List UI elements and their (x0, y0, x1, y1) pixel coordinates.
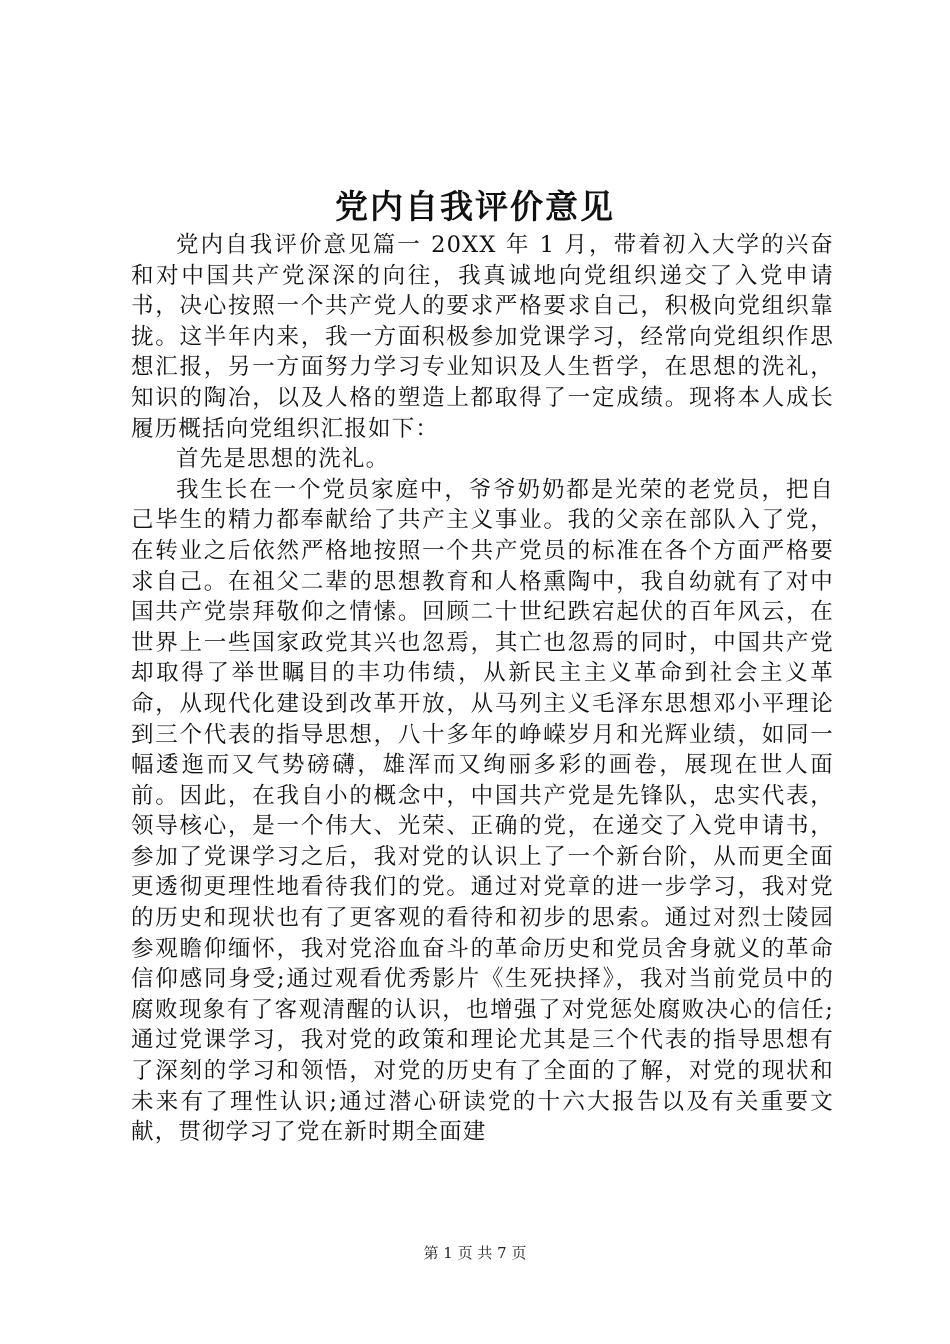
paragraph-intro: 党内自我评价意见篇一 20XX 年 1 月，带着初入大学的兴奋和对中国共产党深深的向往，我真诚地向党组织递交了入党申请书，决心按照一个共产党人的要求严格要求自己，积极向党组织靠拢。这半年内来，我一方面积极参加党课学习，经常向党组织作思想汇报，另一方面努力学习专业知识及人生哲学，在思想的洗礼，知识的陶冶，以及人格的塑造上都取得了一定成绩。现将本人成长履历概括向党组织汇报如下： (131, 232, 834, 442)
document-body (131, 230, 834, 1148)
page-number-footer: 第 1 页 共 7 页 (423, 1244, 527, 1262)
paragraph-main: 我生长在一个党员家庭中，爷爷奶奶都是光荣的老党员，把自己毕生的精力都奉献给了共产主义事业。我的父亲在部队入了党，在转业之后依然严格地按照一个共产党员的标准在各个方面严格要求自己。在祖父二辈的思想教育和人格熏陶中，我自幼就有了对中国共产党崇拜敬仰之情愫。回顾二十世纪跌宕起伏的百年风云，在世界上一些国家政党其兴也忽焉，其亡也忽焉的同时，中国共产党却取得了举世瞩目的丰功伟绩，从新民主主义革命到社会主义革命，从现代化建设到改革开放，从马列主义毛泽东思想邓小平理论到三个代表的指导思想，八十多年的峥嵘岁月和光辉业绩，如同一幅逶迤而又气势磅礴，雄浑而又绚丽多彩的画卷，展现在世人面前。因此，在我自小的概念中，中国共产党是先锋队，忠实代表，领导核心，是一个伟大、光荣、正确的党，在递交了入党申请书，参加了党课学习之后，我对党的认识上了一个新台阶，从而更全面更透彻更理性地看待我们的党。通过对党章的进一步学习，我对党的历史和现状也有了更客观的看待和初步的思索。通过对烈士陵园参观瞻仰缅怀，我对党浴血奋斗的革命历史和党员舍身就义的革命信仰感同身受;通过观看优秀影片《生死抉择》，我对当前党员中的腐败现象有了客观清醒的认识，也增强了对党惩处腐败决心的信任;通过党课学习，我对党的政策和理论尤其是三个代表的指导思想有了深刻的学习和领悟，对党的历史有了全面的了解，对党的现状和未来有了理性认识;通过潜心研读党的十六大报告以及有关重要文献，贯彻学习了党在新时期全面建 (131, 476, 834, 1146)
paragraph-section-heading: 首先是思想的洗礼。 (176, 446, 390, 473)
document-title: 党内自我评价意见 (335, 187, 615, 226)
